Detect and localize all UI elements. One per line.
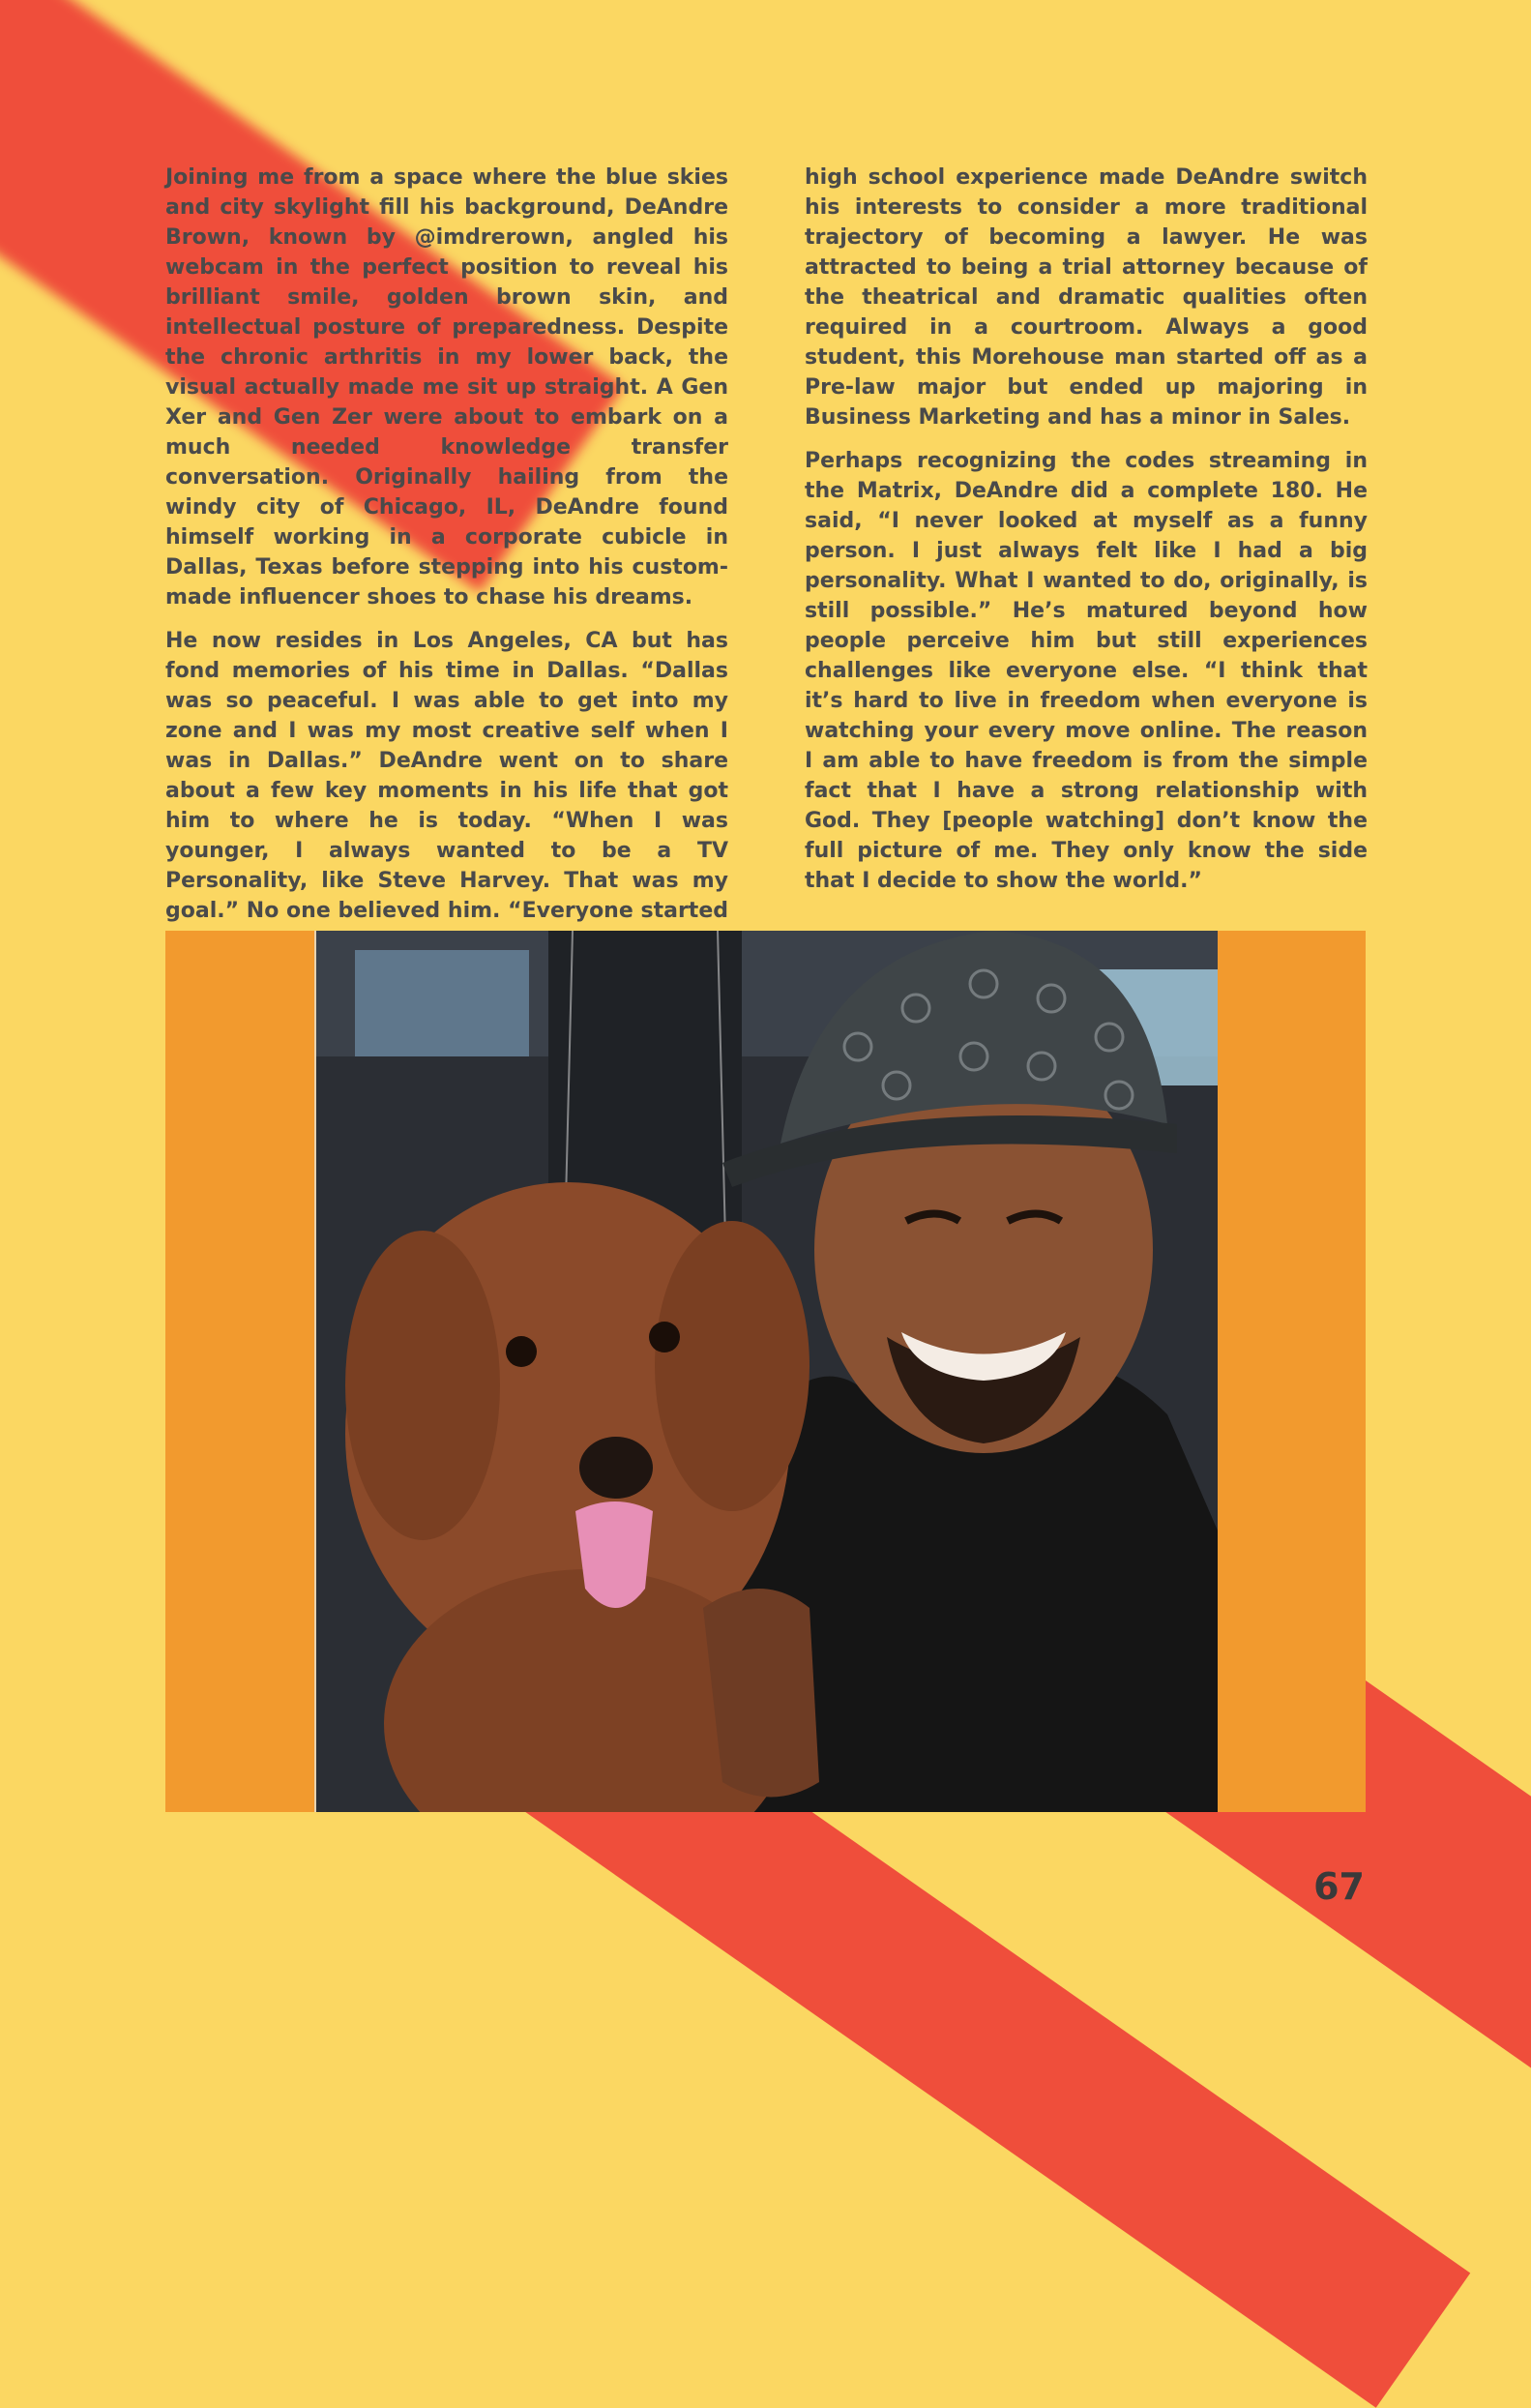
article-column-left xyxy=(165,163,728,999)
paragraph: Joining me from a space where the blue skies and city skylight fill his background, DeAndre Brown, known by @imdrerown, angled his webcam in the perfect position to reveal his brilliant smile, golden brown skin, and intellectual posture of preparedness. Despite the chronic arthritis in my lower back, the visual actually made me sit up straight. A Gen Xer and Gen Zer were about to embark on a much needed knowledge transfer conversation. Originally hailing from the windy city of Chicago, IL, DeAndre found himself working in a corporate cubicle in Dallas, Texas before stepping into his custom-made influencer shoes to chase his dreams. xyxy=(165,165,728,609)
photo-icon xyxy=(316,931,1218,1812)
photo-frame xyxy=(165,931,1366,1812)
photo-man-with-poodle xyxy=(314,931,1218,1812)
page-number: 67 xyxy=(1313,1865,1365,1908)
paragraph: high school experience made DeAndre switch his interests to consider a more traditional trajectory of becoming a lawyer. He was attracted to being a trial attorney because of the theatrical and dramatic qualities often required in a courtroom. Always a good student, this Morehouse man started off as a Pre-law major but ended up majoring in Business Marketing and has a minor in Sales. xyxy=(805,165,1368,430)
paragraph: He now resides in Los Angeles, CA but has fond memories of his time in Dallas. “Dallas was so peaceful. I was able to get into my zone and I was my most creative self when I was in Dallas.” DeAndre went on to share about a few key moments in his life that got him to where he is today. “When I was younger, I always wanted to be a TV Personality, like Steve Harvey. That was my goal.” No one believed him. “Everyone started xyxy=(165,629,728,923)
article-body xyxy=(165,163,1368,999)
article-column-right xyxy=(805,163,1368,999)
paragraph: Perhaps recognizing the codes streaming in the Matrix, DeAndre did a complete 180. He said, “I never looked at myself as a funny person. I just always felt like I had a big personality. What I wanted to do, originally, is still possible.” He’s matured beyond how people perceive him but still experiences challenges like everyone else. “I think that it’s hard to live in freedom when everyone is watching your every move online. The reason I am able to have freedom is from the simple fact that I have a strong relationship with God. They [people watching] don’t know the full picture of me. They only know the side that I decide to show the world.” xyxy=(805,449,1368,893)
